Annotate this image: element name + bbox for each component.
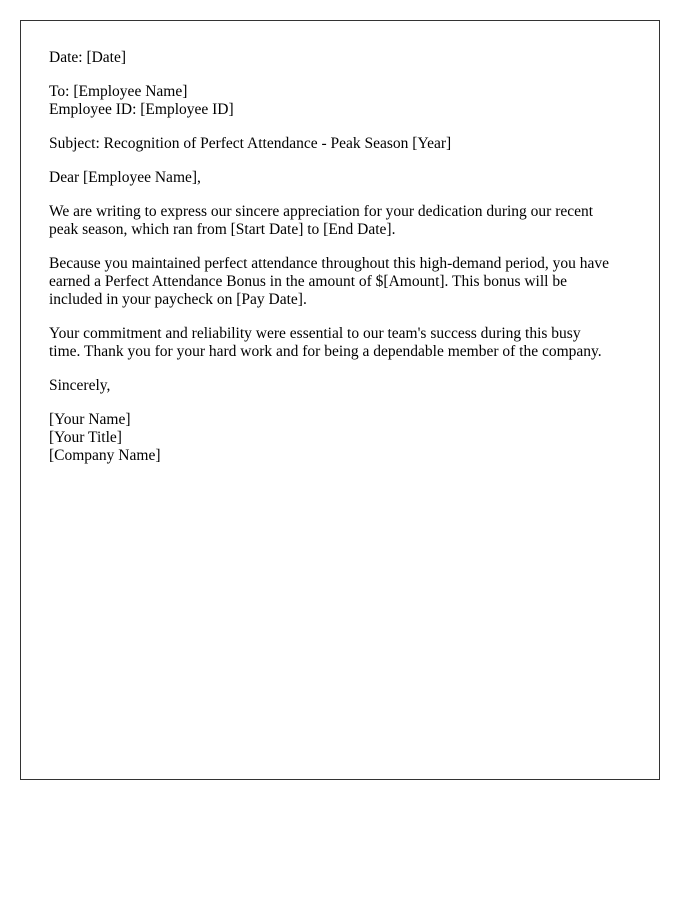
- salutation-text: Dear [Employee Name],: [49, 169, 201, 186]
- date-text: Date: [Date]: [49, 49, 127, 66]
- recipient-block: [49, 83, 631, 119]
- paragraph-line: peak season, which ran from [Start Date] to [End Date].: [49, 221, 396, 238]
- paragraph-line: Because you maintained perfect attendance throughout this high-demand period, you have: [49, 255, 609, 272]
- recipient-employee-id: Employee ID: [Employee ID]: [49, 101, 234, 118]
- paragraph-line: included in your paycheck on [Pay Date].: [49, 291, 307, 308]
- closing: [49, 377, 631, 395]
- paragraph-line: We are writing to express our sincere appreciation for your dedication during our recent: [49, 203, 594, 220]
- closing-text: Sincerely,: [49, 377, 111, 394]
- salutation: [49, 169, 631, 187]
- signature-company: [Company Name]: [49, 447, 161, 464]
- paragraph-bonus: [49, 255, 631, 309]
- date-line: [49, 49, 631, 67]
- paragraph-appreciation: [49, 203, 631, 239]
- paragraph-line: earned a Perfect Attendance Bonus in the amount of $[Amount]. This bonus will be: [49, 273, 567, 290]
- subject-line: [49, 135, 631, 153]
- letter-page: [20, 20, 660, 780]
- signature-name: [Your Name]: [49, 411, 131, 428]
- paragraph-line: time. Thank you for your hard work and for being a dependable member of the company.: [49, 343, 602, 360]
- subject-text: Subject: Recognition of Perfect Attendance - Peak Season [Year]: [49, 135, 452, 152]
- paragraph-thanks: [49, 325, 631, 361]
- recipient-name: To: [Employee Name]: [49, 83, 188, 100]
- paragraph-line: Your commitment and reliability were essential to our team's success during this busy: [49, 325, 581, 342]
- signature-block: [49, 411, 631, 465]
- signature-title: [Your Title]: [49, 429, 122, 446]
